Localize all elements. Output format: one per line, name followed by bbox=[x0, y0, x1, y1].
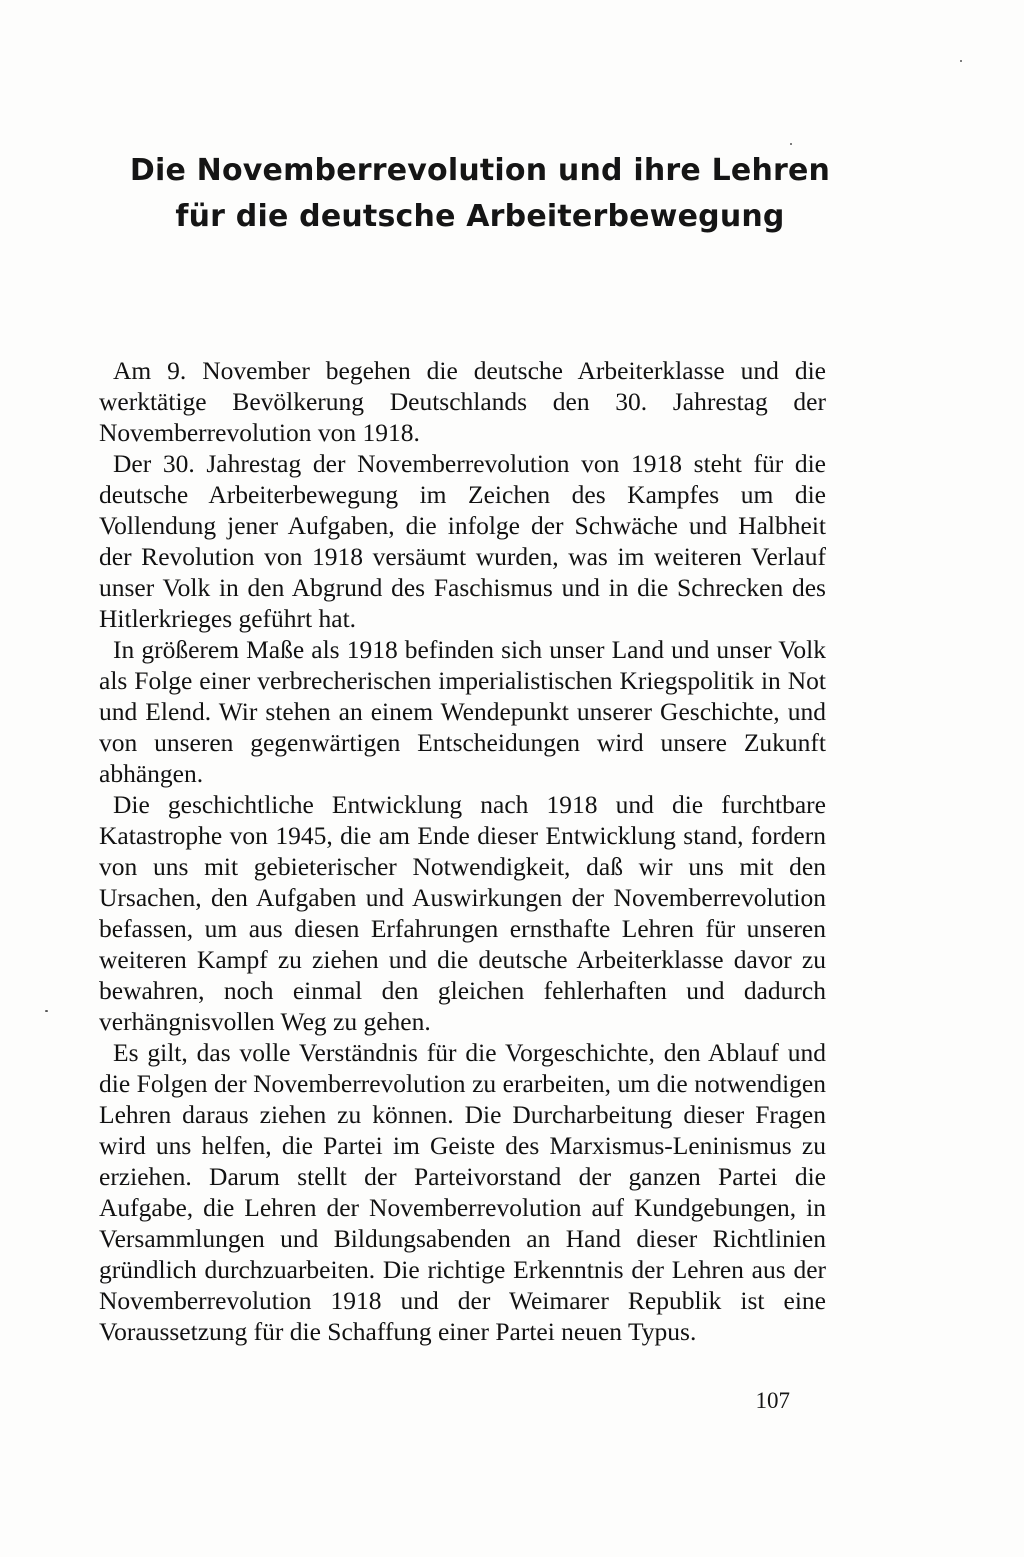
paragraph-1: Am 9. November begehen die deutsche Arbeiterklasse und die werktätige Bevölkerung Deutschlands den 30. Jahrestag der Novemberrevolution von 1918. bbox=[99, 356, 826, 447]
body-text bbox=[99, 355, 826, 1347]
print-speck bbox=[960, 60, 962, 62]
page-number: 107 bbox=[755, 1388, 790, 1413]
paragraph-2: Der 30. Jahrestag der Novemberrevolution von 1918 steht für die deutsche Arbeiterbewegung im Zeichen des Kampfes um die Vollendung jener Aufgaben, die infolge der Schwäche und Halbheit der Revolution von 1918 versäumt wurden, was im weiteren Verlauf unser Volk in den Abgrund des Faschismus und in die Schrecken des Hitlerkrieges geführt hat. bbox=[99, 449, 826, 633]
chapter-title-line-2: für die deutsche Arbeiterbewegung bbox=[175, 199, 785, 235]
chapter-title bbox=[100, 148, 860, 240]
chapter-title-line-1: Die Novemberrevolution und ihre Lehren bbox=[129, 153, 831, 189]
print-speck bbox=[45, 1010, 48, 1012]
paragraph-5: Es gilt, das volle Verständnis für die Vorgeschichte, den Ablauf und die Folgen der Novemberrevolution zu erarbeiten, um die notwendigen Lehren daraus ziehen zu können. Die Durcharbeitung dieser Fragen wird uns helfen, die Partei im Geiste des Marxismus-Leninismus zu erziehen. Darum stellt der Parteivorstand der ganzen Partei die Aufgabe, die Lehren der Novemberrevolution auf Kundgebungen, in Versammlungen und Bildungsabenden an Hand dieser Richtlinien gründlich durchzuarbeiten. Die richtige Erkenntnis der Lehren aus der Novemberrevolution 1918 und der Weimarer Republik ist eine Voraussetzung für die Schaffung einer Partei neuen Typus. bbox=[99, 1038, 826, 1346]
paragraph-3: In größerem Maße als 1918 befinden sich unser Land und unser Volk als Folge einer verbrecherischen imperialistischen Kriegspolitik in Not und Elend. Wir stehen an einem Wendepunkt unserer Geschichte, und von unseren gegenwärtigen Entscheidungen wird unsere Zukunft abhängen. bbox=[99, 635, 826, 788]
print-speck bbox=[790, 143, 792, 145]
paragraph-4: Die geschichtliche Entwicklung nach 1918 und die furchtbare Katastrophe von 1945, die am Ende dieser Entwicklung stand, fordern von uns mit gebieterischer Notwendigkeit, daß wir uns mit den Ursachen, den Aufgaben und Auswirkungen der Novemberrevolution befassen, um aus diesen Erfahrungen ernsthafte Lehren für unseren weiteren Kampf zu ziehen und die deutsche Arbeiterklasse davor zu bewahren, noch einmal den gleichen fehlerhaften und dadurch verhängnisvollen Weg zu gehen. bbox=[99, 790, 826, 1036]
